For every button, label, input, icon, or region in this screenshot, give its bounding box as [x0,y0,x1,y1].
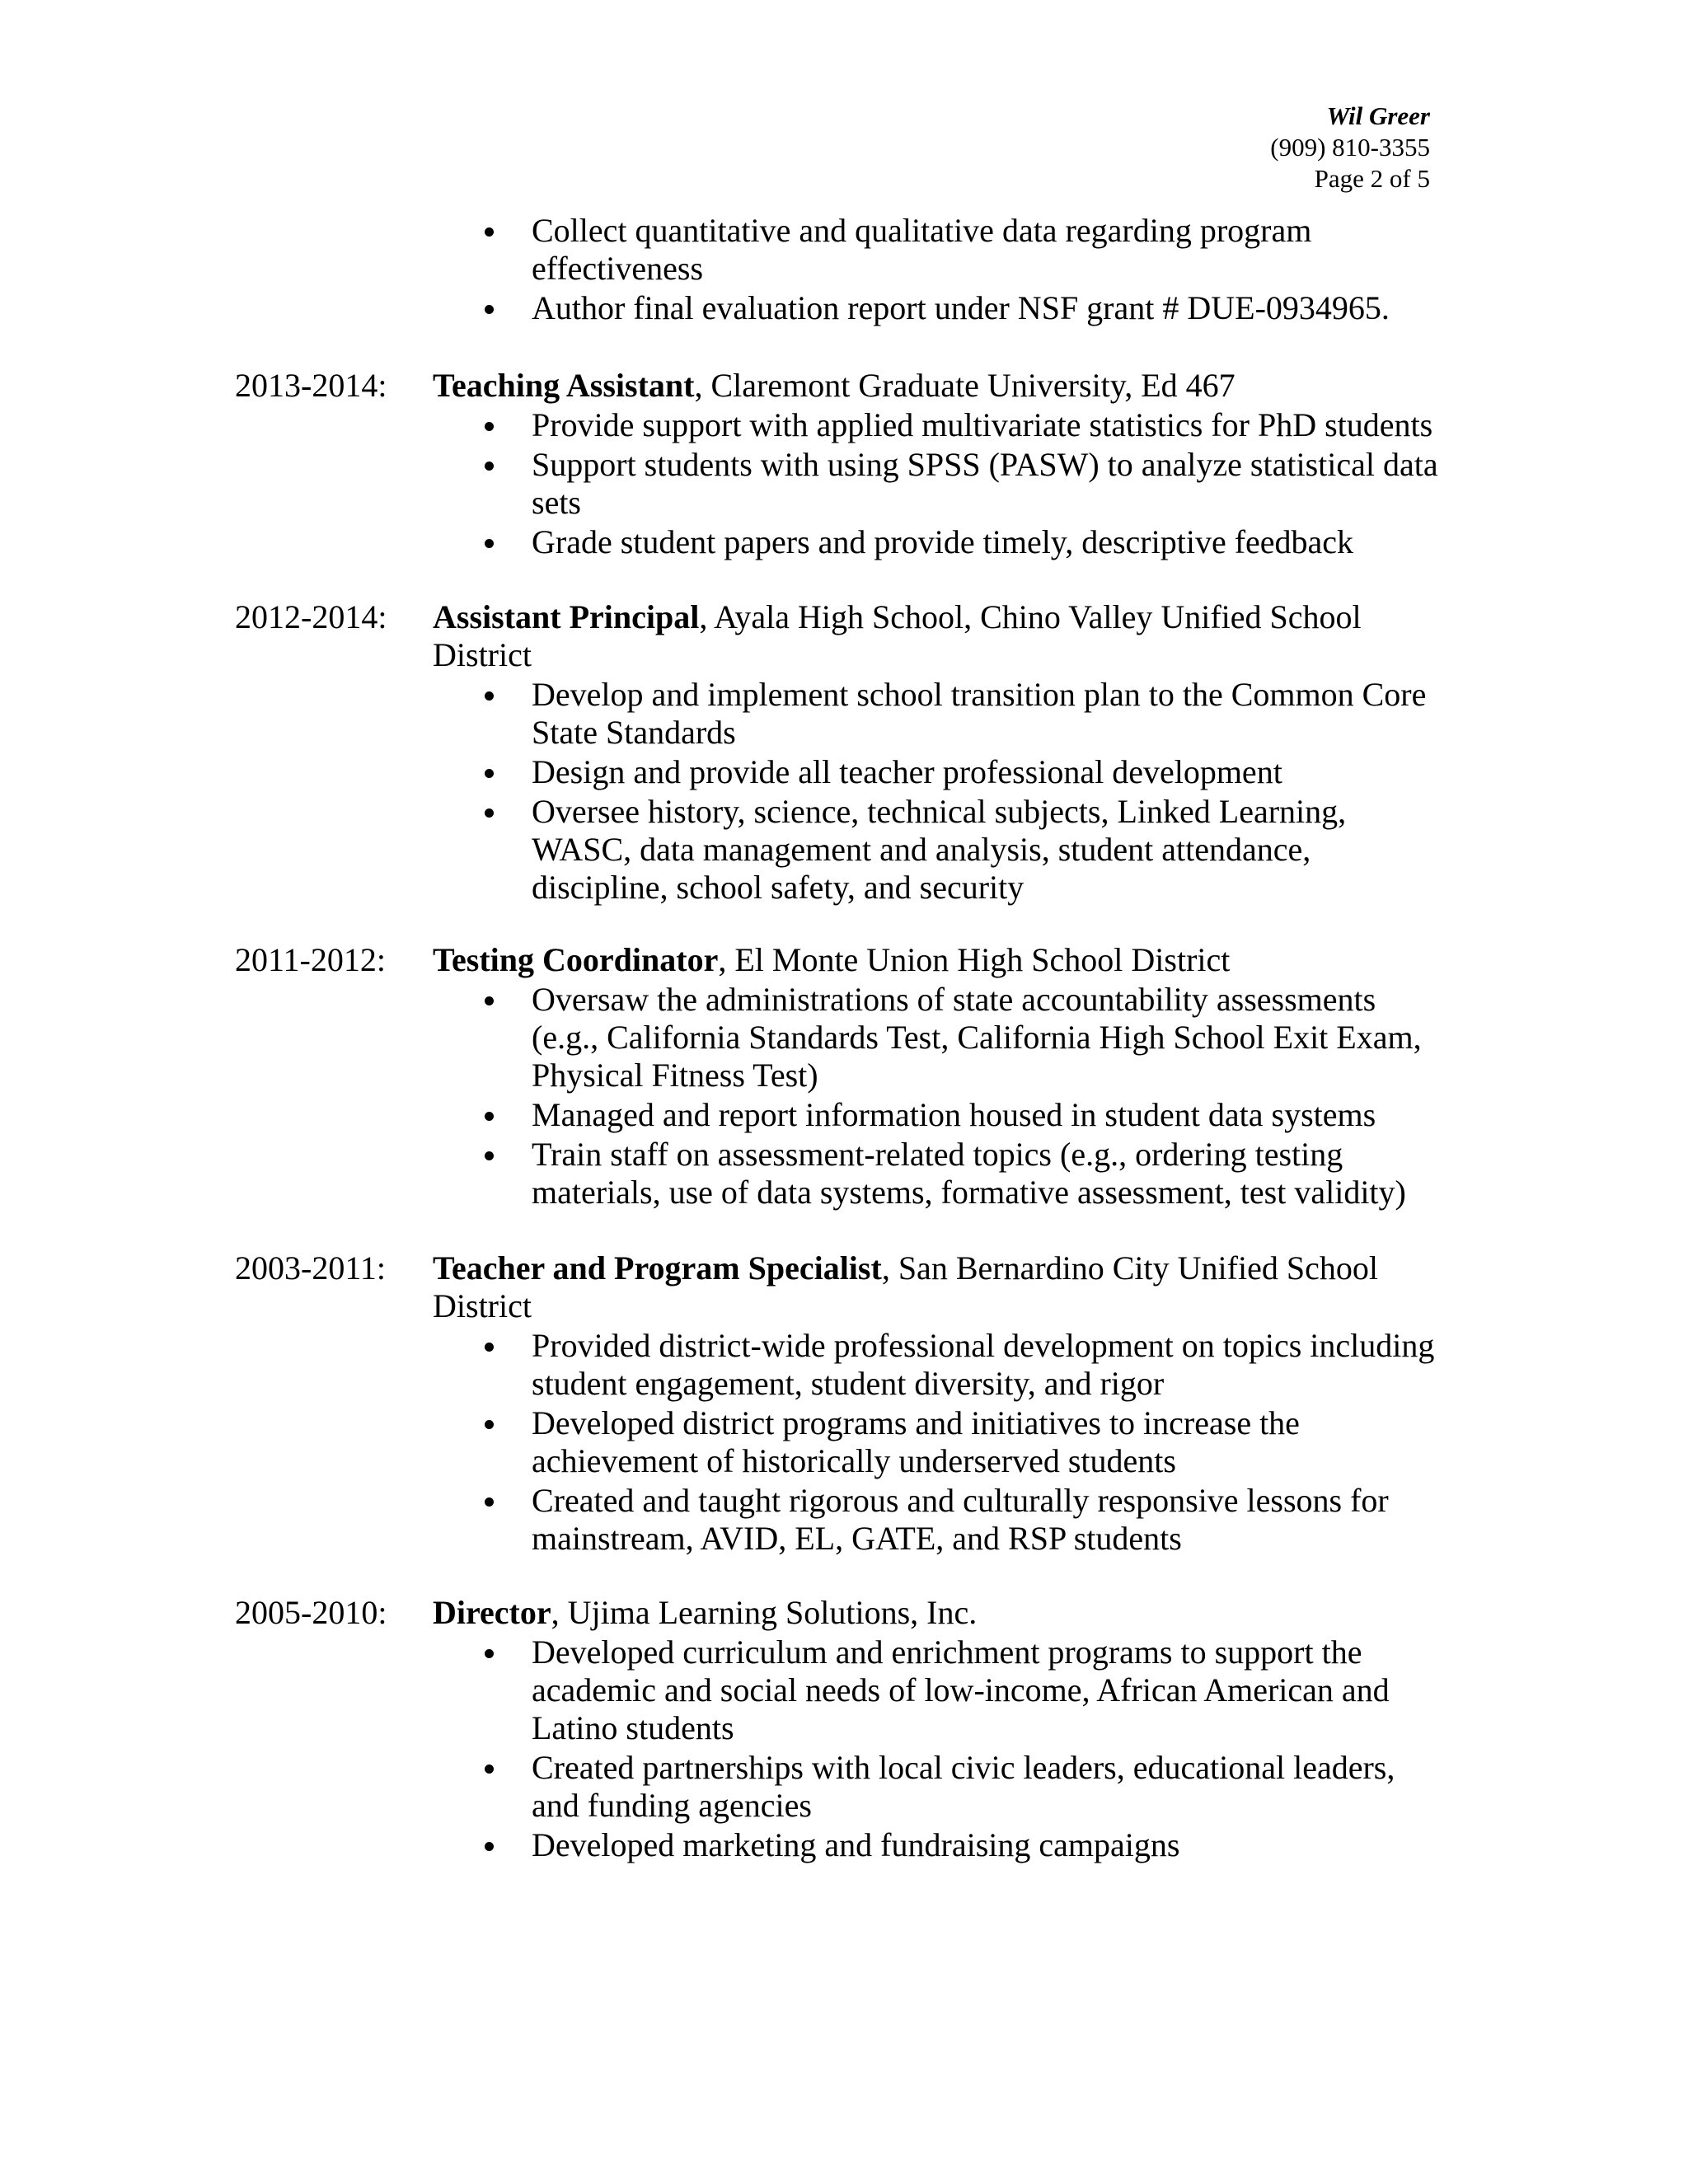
header-phone: (909) 810-3355 [1270,133,1430,162]
entry-role: Teaching Assistant [433,367,695,404]
entry-role: Director [433,1594,551,1631]
bullet-item: Developed district programs and initiatives to increase the achievement of historically underserved students [0,1404,1447,1480]
bullet-item: Grade student papers and provide timely, descriptive feedback [0,523,1447,561]
entry-org: , Claremont Graduate University, Ed 467 [694,367,1236,404]
continued-bullet-list [0,212,1447,329]
entry-org: , San Bernardino City Unified School District [433,1249,1378,1324]
entry-org: , Ujima Learning Solutions, Inc. [551,1594,978,1631]
entry-years: 2013-2014: [235,367,387,404]
entry-bullets [0,1633,1447,1866]
entry-role: Testing Coordinator [433,941,719,978]
bullet-item: Develop and implement school transition plan to the Common Core State Standards [0,676,1447,752]
entry-role: Teacher and Program Specialist [433,1249,882,1286]
header-page-number: Page 2 of 5 [1314,164,1430,193]
bullet-item: Train staff on assessment-related topics (e.g., ordering testing materials, use of data systems, formative assessment, test validity) [0,1136,1447,1212]
entry-years: 2005-2010: [235,1594,387,1631]
entry-title [433,367,1455,405]
bullet-item: Oversee history, science, technical subjects, Linked Learning, WASC, data management and analysis, student attendance, discipline, school safety, and security [0,793,1447,907]
header-name: Wil Greer [1326,101,1430,130]
bullet-item: Provided district-wide professional development on topics including student engagement, student diversity, and rigor [0,1327,1447,1403]
entry-bullets [0,676,1447,908]
bullet-item: Provide support with applied multivariate statistics for PhD students [0,406,1447,444]
entry-role: Assistant Principal [433,598,700,635]
page-header [1270,101,1430,194]
entry-years: 2011-2012: [235,941,386,978]
bullet-item: Design and provide all teacher professional development [0,753,1447,791]
bullet-item: Oversaw the administrations of state accountability assessments (e.g., California Standards Test, California High School Exit Exam, Physical Fitness Test) [0,981,1447,1094]
entry-years: 2012-2014: [235,598,387,635]
bullet-item: Developed marketing and fundraising campaigns [0,1826,1447,1864]
bullet-item: Support students with using SPSS (PASW) to analyze statistical data sets [0,446,1447,522]
entry-org: , Ayala High School, Chino Valley Unified School District [433,598,1362,673]
bullet-item: Created partnerships with local civic leaders, educational leaders, and funding agencies [0,1749,1447,1825]
entry-org: , El Monte Union High School District [718,941,1231,978]
bullet-item: Author final evaluation report under NSF grant # DUE-0934965. [0,289,1447,327]
bullet-item: Managed and report information housed in student data systems [0,1096,1447,1134]
entry-bullets [0,1327,1447,1559]
entry-title [433,1594,1455,1632]
entry-title [433,941,1455,979]
entry-title [433,598,1455,674]
bullet-item: Developed curriculum and enrichment programs to support the academic and social needs of low-income, African American and Latino students [0,1633,1447,1747]
entry-years: 2003-2011: [235,1249,386,1286]
entry-bullets [0,981,1447,1213]
bullet-item: Collect quantitative and qualitative data regarding program effectiveness [0,212,1447,288]
bullet-item: Created and taught rigorous and culturally responsive lessons for mainstream, AVID, EL, GATE, and RSP students [0,1482,1447,1558]
entry-title [433,1249,1455,1325]
entry-bullets [0,406,1447,563]
